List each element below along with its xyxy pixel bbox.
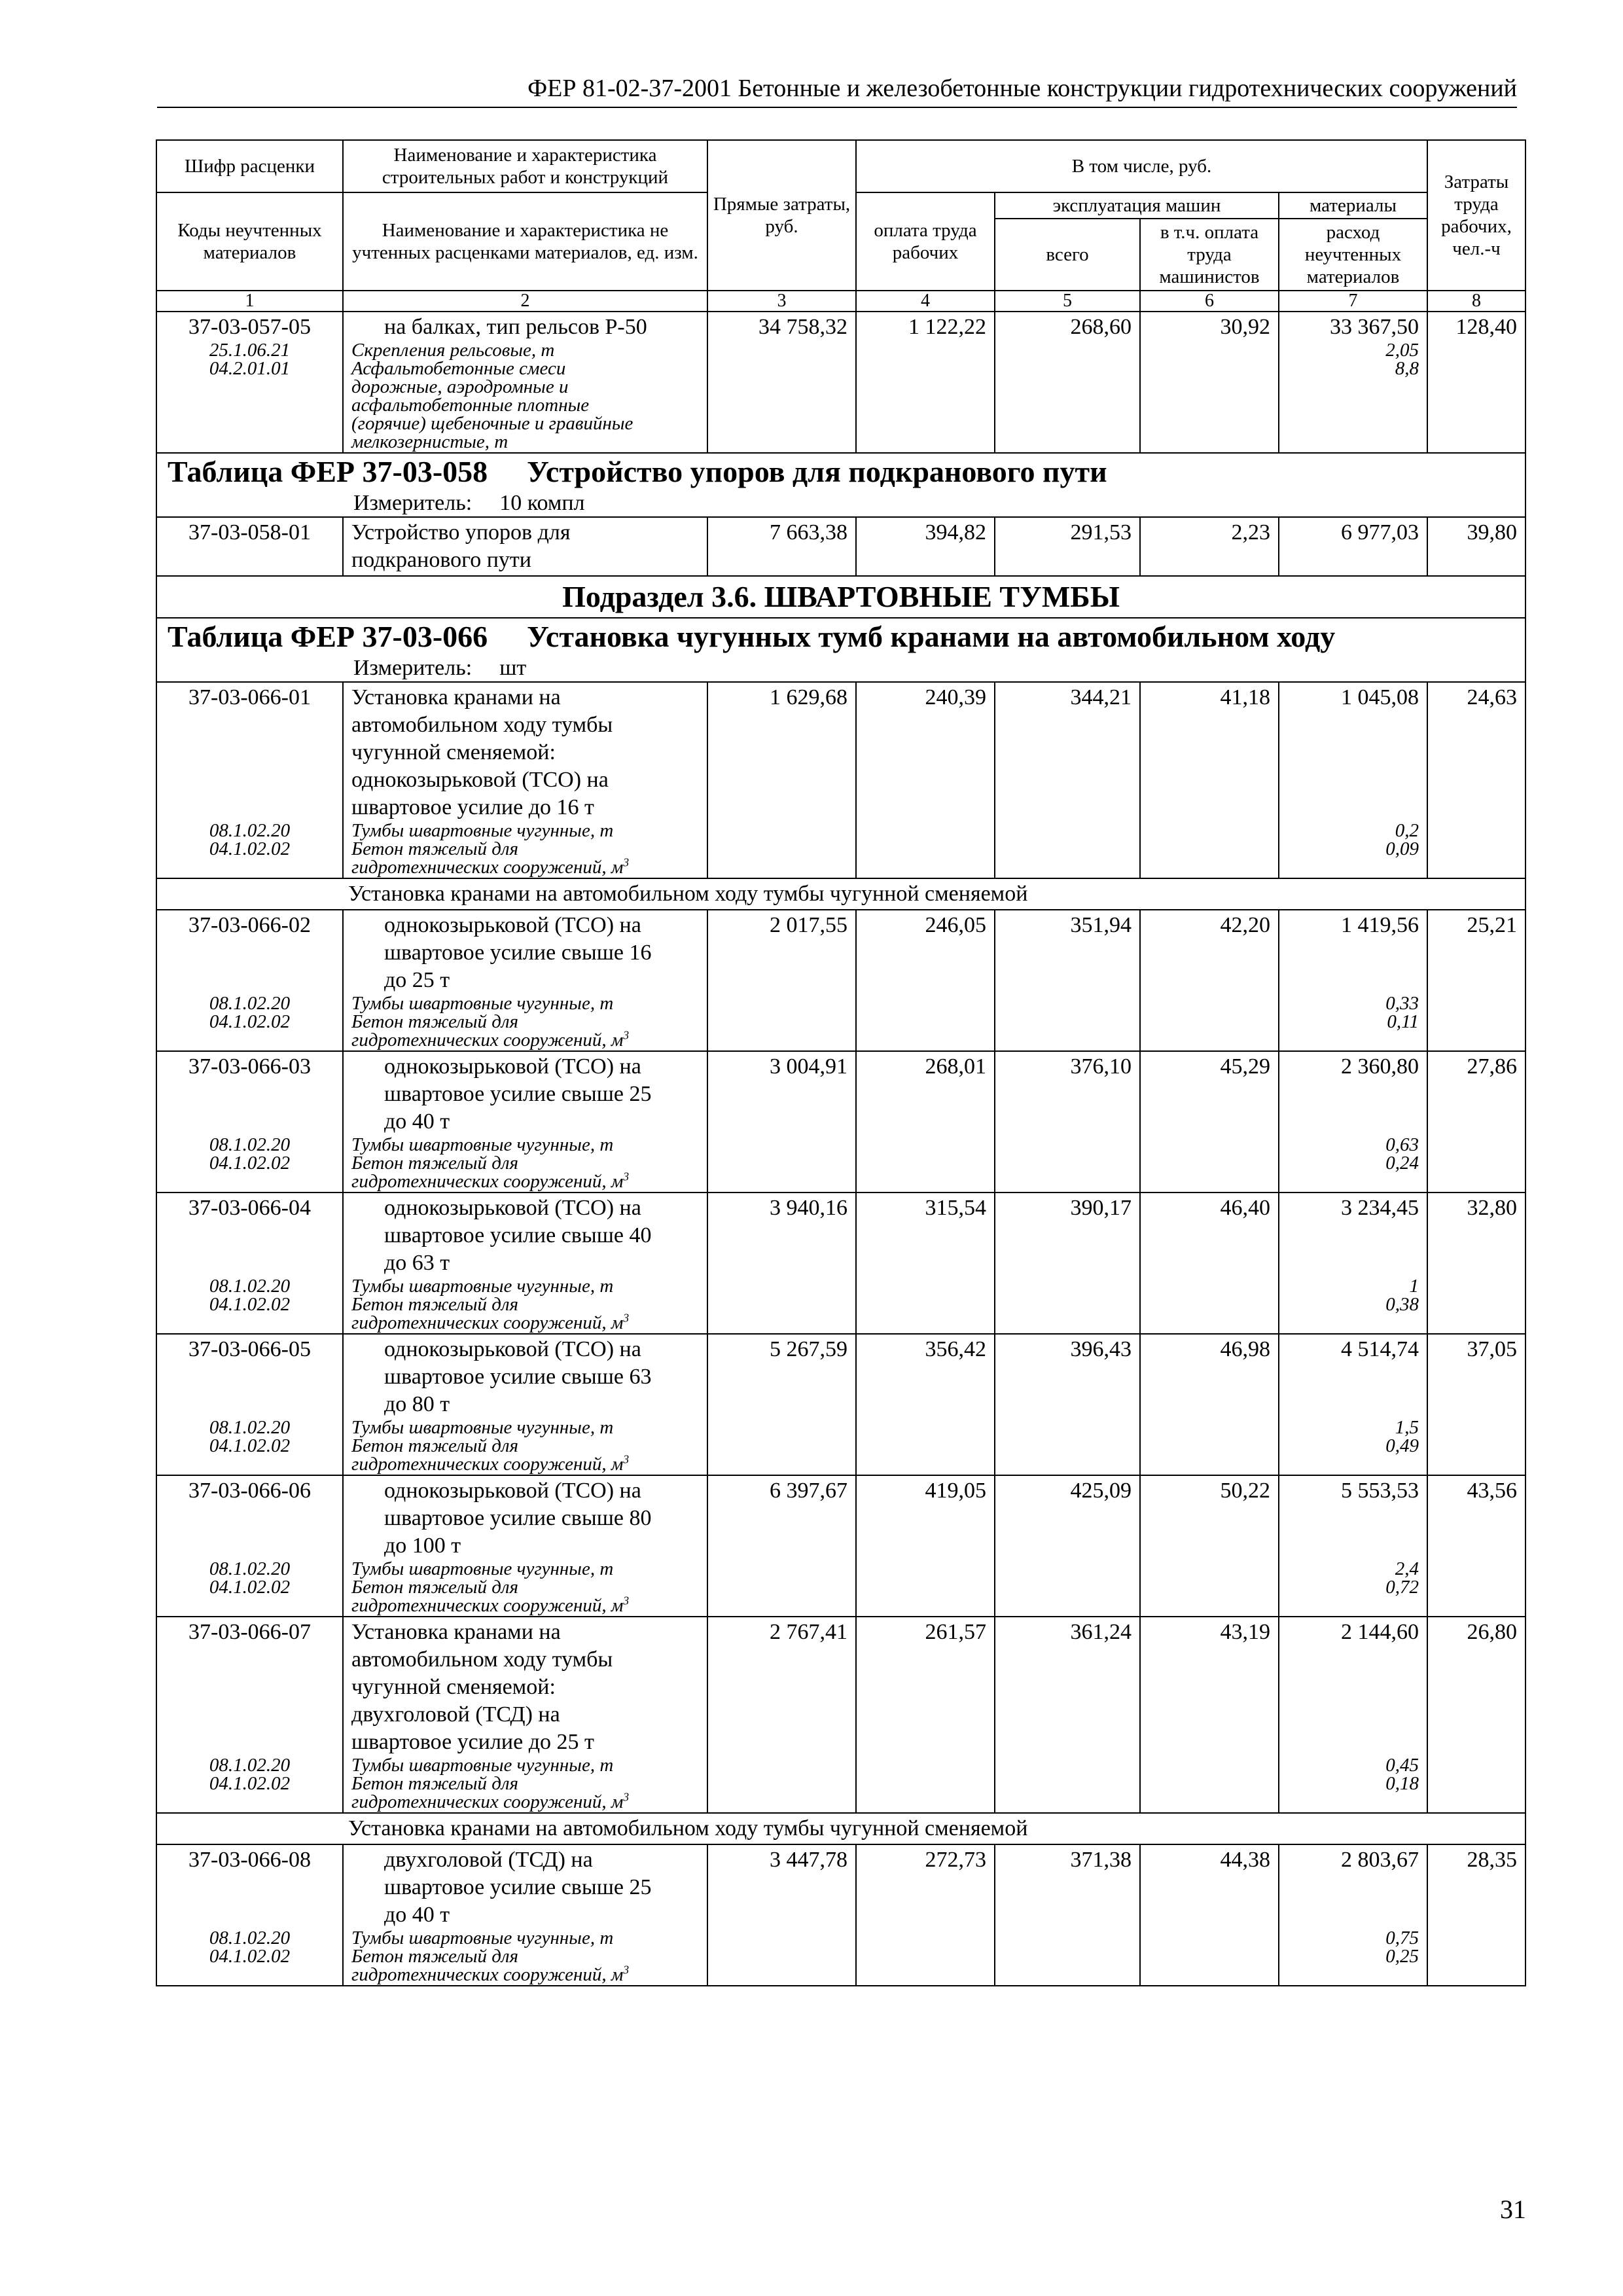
- materials-cost: 3 234,45: [1341, 1196, 1419, 1220]
- col7-header: расход неучтенных материалов: [1279, 219, 1427, 291]
- rate-name: автомобильном ходу тумбы: [351, 1647, 613, 1672]
- material-qty: 0,49: [1385, 1435, 1419, 1456]
- material-name-text: гидротехнических сооружений, м: [351, 1964, 624, 1985]
- material-name: Тумбы швартовные чугунные, т: [351, 1755, 614, 1776]
- material-name: [351, 1790, 699, 1812]
- table-row: [156, 1051, 1525, 1193]
- rate-name: швартовое усилие до 16 т: [351, 795, 594, 819]
- table-number: Таблица ФЕР 37-03-058: [168, 455, 488, 488]
- rate-name: швартовое усилие до 25 т: [351, 1730, 594, 1754]
- col-number: 5: [995, 291, 1140, 312]
- machinists-pay: 46,40: [1140, 1193, 1279, 1334]
- machines-total: 425,09: [995, 1475, 1140, 1617]
- material-code: 04.1.02.02: [209, 1294, 291, 1315]
- material-qty: 0,33: [1385, 993, 1419, 1014]
- table-row: [156, 1844, 1525, 1986]
- col2-header-bottom: Наименование и характеристика не учтенных расценками материалов, ед. изм.: [343, 192, 707, 291]
- unit-superscript: 3: [623, 1452, 630, 1466]
- material-qty: 2,4: [1395, 1558, 1419, 1579]
- material-name-text: гидротехнических сооружений, м: [351, 1454, 624, 1475]
- labor-hours: 128,40: [1427, 312, 1525, 453]
- subheading-row: [156, 1813, 1525, 1844]
- material-code: 08.1.02.20: [209, 1755, 291, 1776]
- material-name: Тумбы швартовные чугунные, т: [351, 1928, 614, 1948]
- materials-cost: 1 419,56: [1341, 913, 1419, 937]
- material-name: Тумбы швартовные чугунные, т: [351, 1417, 614, 1438]
- rate-name: швартовое усилие свыше 40: [384, 1223, 652, 1247]
- material-qty: 0,72: [1385, 1577, 1419, 1598]
- material-code: 04.1.02.02: [209, 1946, 291, 1967]
- material-code: 04.1.02.02: [209, 1773, 291, 1794]
- subheading: Установка кранами на автомобильном ходу тумбы чугунной сменяемой: [156, 878, 1525, 910]
- col3-header: Прямые затраты, руб.: [707, 140, 856, 291]
- machines-total: 268,60: [995, 312, 1140, 453]
- labor-pay: 246,05: [856, 910, 995, 1051]
- material-name: Тумбы швартовные чугунные, т: [351, 820, 614, 841]
- material-code: 04.1.02.02: [209, 838, 291, 859]
- materials-cost: 2 803,67: [1341, 1848, 1419, 1872]
- rate-code: 37-03-066-06: [188, 1479, 311, 1503]
- materials-cost: 2 360,80: [1341, 1054, 1419, 1079]
- labor-hours: 24,63: [1427, 682, 1525, 878]
- materials-cost: 33 367,50: [1330, 315, 1419, 339]
- col5-header: всего: [995, 219, 1140, 291]
- section-row: [156, 576, 1525, 618]
- rate-name: до 80 т: [384, 1392, 450, 1416]
- material-code: 08.1.02.20: [209, 820, 291, 841]
- machines-total: 371,38: [995, 1844, 1140, 1986]
- machinists-pay: 44,38: [1140, 1844, 1279, 1986]
- col-number: 6: [1140, 291, 1279, 312]
- direct-costs: 34 758,32: [707, 312, 856, 453]
- table-row: [156, 1334, 1525, 1475]
- column-numbers-row: [156, 291, 1525, 312]
- material-name: Бетон тяжелый для: [351, 1946, 519, 1967]
- rate-name: швартовое усилие свыше 63: [384, 1365, 652, 1389]
- page-number: 31: [1500, 2195, 1526, 2224]
- rate-name: швартовое усилие свыше 25: [384, 1082, 652, 1106]
- table-name: Установка чугунных тумб кранами на автомобильном ходу: [527, 620, 1336, 653]
- col-number: 1: [156, 291, 343, 312]
- machinists-pay: 50,22: [1140, 1475, 1279, 1617]
- col-number: 7: [1279, 291, 1427, 312]
- materials-cost: 4 514,74: [1341, 1337, 1419, 1361]
- machines-total: 390,17: [995, 1193, 1140, 1334]
- rate-code: 37-03-066-02: [188, 913, 311, 937]
- direct-costs: 7 663,38: [707, 517, 856, 576]
- rate-code: 37-03-066-04: [188, 1196, 311, 1220]
- machinists-pay: 43,19: [1140, 1617, 1279, 1813]
- col4-header: оплата труда рабочих: [856, 192, 995, 291]
- material-code: 08.1.02.20: [209, 1276, 291, 1297]
- direct-costs: 3 940,16: [707, 1193, 856, 1334]
- machinists-pay: 30,92: [1140, 312, 1279, 453]
- material-name-text: гидротехнических сооружений, м: [351, 857, 624, 878]
- material-name: [351, 855, 699, 878]
- rate-name: Установка кранами на: [351, 685, 561, 709]
- material-qty: 0,38: [1385, 1294, 1419, 1315]
- unit-superscript: 3: [623, 1170, 630, 1183]
- unit-superscript: 3: [623, 1963, 630, 1977]
- labor-pay: 272,73: [856, 1844, 995, 1986]
- running-header: ФЕР 81-02-37-2001 Бетонные и железобетонные конструкции гидротехнических сооружений: [527, 75, 1517, 102]
- rate-name: автомобильном ходу тумбы: [351, 713, 613, 737]
- material-code: 04.1.02.02: [209, 1435, 291, 1456]
- machines-total: 376,10: [995, 1051, 1140, 1193]
- material-name-text: гидротехнических сооружений, м: [351, 1171, 624, 1192]
- material-name: Тумбы швартовные чугунные, т: [351, 1276, 614, 1297]
- labor-pay: 315,54: [856, 1193, 995, 1334]
- col1-header-bottom: Коды неучтенных материалов: [156, 192, 343, 291]
- rate-name: однокозырьковой (ТСО) на: [384, 1196, 641, 1220]
- labor-hours: 27,86: [1427, 1051, 1525, 1193]
- rate-name: двухголовой (ТСД) на: [384, 1848, 593, 1872]
- material-code: 08.1.02.20: [209, 1417, 291, 1438]
- rate-code: 37-03-058-01: [156, 517, 343, 576]
- material-name: Тумбы швартовные чугунные, т: [351, 993, 614, 1014]
- material-qty: 0,18: [1385, 1773, 1419, 1794]
- table-name: Устройство упоров для подкранового пути: [527, 455, 1107, 488]
- rate-name: Устройство упоров для: [351, 520, 571, 545]
- materials-cost: 5 553,53: [1341, 1479, 1419, 1503]
- section-title: Подраздел 3.6. ШВАРТОВНЫЕ ТУМБЫ: [156, 576, 1525, 618]
- labor-pay: 419,05: [856, 1475, 995, 1617]
- rate-name: до 40 т: [384, 1903, 450, 1927]
- labor-pay: 268,01: [856, 1051, 995, 1193]
- machines-total: 351,94: [995, 910, 1140, 1051]
- rate-name: швартовое усилие свыше 16: [384, 941, 652, 965]
- included-header: В том числе, руб.: [856, 140, 1427, 192]
- labor-pay: 240,39: [856, 682, 995, 878]
- labor-hours: 25,21: [1427, 910, 1525, 1051]
- rate-name: однокозырьковой (ТСО) на: [384, 1054, 641, 1079]
- material-name: [351, 1311, 699, 1333]
- rate-name: подкранового пути: [351, 548, 531, 572]
- rate-name: до 25 т: [384, 968, 450, 992]
- rate-name: швартовое усилие свыше 25: [384, 1875, 652, 1899]
- rate-name: однокозырьковой (ТСО) на: [384, 1337, 641, 1361]
- rate-name: на балках, тип рельсов Р-50: [384, 315, 647, 339]
- measurer-label: Измеритель:: [353, 491, 473, 515]
- material-code: 08.1.02.20: [209, 993, 291, 1014]
- labor-hours: 37,05: [1427, 1334, 1525, 1475]
- material-name-text: гидротехнических сооружений, м: [351, 1030, 624, 1050]
- rate-code: 37-03-066-07: [188, 1620, 311, 1644]
- measurer: [162, 655, 1520, 681]
- materials-header: материалы: [1279, 192, 1427, 219]
- rate-name: чугунной сменяемой:: [351, 740, 556, 764]
- table-number: Таблица ФЕР 37-03-066: [168, 620, 488, 653]
- rate-name: Установка кранами на: [351, 1620, 561, 1644]
- materials-cost: 2 144,60: [1341, 1620, 1419, 1644]
- machines-total: 291,53: [995, 517, 1140, 576]
- unit-superscript: 3: [623, 1311, 630, 1325]
- material-name: Бетон тяжелый для: [351, 1435, 519, 1456]
- material-name: Бетон тяжелый для: [351, 1773, 519, 1794]
- material-name: Бетон тяжелый для: [351, 1294, 519, 1315]
- col-number: 3: [707, 291, 856, 312]
- rate-code: 37-03-066-01: [188, 685, 311, 709]
- material-name-text: гидротехнических сооружений, м: [351, 1312, 624, 1333]
- machines-total: 396,43: [995, 1334, 1140, 1475]
- direct-costs: 2 767,41: [707, 1617, 856, 1813]
- col2-header-top: Наименование и характеристика строительных работ и конструкций: [343, 140, 707, 192]
- unit-superscript: 3: [623, 1594, 630, 1607]
- material-name: [351, 1452, 699, 1475]
- table-row: [156, 682, 1525, 878]
- direct-costs: 3 447,78: [707, 1844, 856, 1986]
- material-name: [351, 1596, 699, 1615]
- material-qty: 2,05: [1385, 340, 1419, 361]
- material-name-text: гидротехнических сооружений, м: [351, 1595, 624, 1616]
- material-code: 08.1.02.20: [209, 1558, 291, 1579]
- material-name: мелкозернистые, т: [351, 431, 508, 452]
- table-row: [156, 1475, 1525, 1617]
- subheading-row: [156, 878, 1525, 910]
- material-name: дорожные, аэродромные и: [351, 376, 569, 397]
- material-qty: 0,75: [1385, 1928, 1419, 1948]
- material-qty: 0,2: [1395, 820, 1419, 841]
- rate-name: однокозырьковой (ТСО) на: [384, 913, 641, 937]
- machinists-pay: 2,23: [1140, 517, 1279, 576]
- material-name: (горячие) щебеночные и гравийные: [351, 413, 633, 434]
- material-qty: 0,09: [1385, 838, 1419, 859]
- material-code: 25.1.06.21: [209, 340, 291, 361]
- col1-header-top: Шифр расценки: [156, 140, 343, 192]
- rate-name: однокозырьковой (ТСО) на: [384, 1479, 641, 1503]
- material-qty: 0,63: [1385, 1134, 1419, 1155]
- header-row-1: [156, 140, 1525, 192]
- material-name: Асфальтобетонные смеси: [351, 358, 566, 379]
- col6-header: в т.ч. оплата труда машинистов: [1140, 219, 1279, 291]
- col-number: 2: [343, 291, 707, 312]
- labor-hours: 39,80: [1427, 517, 1525, 576]
- rate-name: однокозырьковой (ТСО) на: [351, 768, 609, 792]
- rate-name: до 100 т: [384, 1534, 461, 1558]
- materials-cost: 1 045,08: [1341, 685, 1419, 709]
- rate-name: до 63 т: [384, 1251, 450, 1275]
- material-name: [351, 1172, 699, 1191]
- rate-name: двухголовой (ТСД) на: [351, 1702, 560, 1727]
- labor-pay: 356,42: [856, 1334, 995, 1475]
- material-name: Тумбы швартовные чугунные, т: [351, 1134, 614, 1155]
- labor-pay: 394,82: [856, 517, 995, 576]
- material-qty: 0,45: [1385, 1755, 1419, 1776]
- material-qty: 1,5: [1395, 1417, 1419, 1438]
- price-table: [156, 139, 1526, 1986]
- materials-cost: 6 977,03: [1279, 517, 1427, 576]
- material-name: [351, 1028, 699, 1050]
- col-number: 8: [1427, 291, 1525, 312]
- rate-code: 37-03-066-05: [188, 1337, 311, 1361]
- rate-code: 37-03-066-08: [188, 1848, 311, 1872]
- measurer-value: шт: [499, 656, 527, 680]
- direct-costs: 6 397,67: [707, 1475, 856, 1617]
- header-rule: [157, 107, 1517, 108]
- material-name: Скрепления рельсовые, т: [351, 340, 555, 361]
- rate-name: чугунной сменяемой:: [351, 1675, 556, 1699]
- material-name: Бетон тяжелый для: [351, 1153, 519, 1174]
- material-code: 08.1.02.20: [209, 1134, 291, 1155]
- machines-total: 344,21: [995, 682, 1140, 878]
- table-row: [156, 1193, 1525, 1334]
- labor-pay: 261,57: [856, 1617, 995, 1813]
- direct-costs: 3 004,91: [707, 1051, 856, 1193]
- material-code: 04.2.01.01: [209, 358, 291, 379]
- machines-header: эксплуатация машин: [995, 192, 1279, 219]
- table-title: [162, 619, 1520, 655]
- subheading: Установка кранами на автомобильном ходу тумбы чугунной сменяемой: [156, 1813, 1525, 1844]
- table-row: [156, 517, 1525, 576]
- labor-pay: 1 122,22: [856, 312, 995, 453]
- table-row: [156, 910, 1525, 1051]
- material-code: 04.1.02.02: [209, 1577, 291, 1598]
- direct-costs: 1 629,68: [707, 682, 856, 878]
- measurer: [162, 490, 1520, 516]
- table-row: [156, 1617, 1525, 1813]
- material-qty: 0,25: [1385, 1946, 1419, 1967]
- material-code: 08.1.02.20: [209, 1928, 291, 1948]
- unit-superscript: 3: [623, 855, 630, 869]
- material-name: Бетон тяжелый для: [351, 1011, 519, 1032]
- material-qty: 1: [1409, 1276, 1419, 1297]
- labor-hours: 43,56: [1427, 1475, 1525, 1617]
- unit-superscript: 3: [623, 1028, 630, 1042]
- material-qty: 8,8: [1395, 358, 1419, 379]
- material-qty: 0,24: [1385, 1153, 1419, 1174]
- material-code: 04.1.02.02: [209, 1153, 291, 1174]
- table-row: [156, 312, 1525, 453]
- table-title-row: [156, 618, 1525, 682]
- machines-total: 361,24: [995, 1617, 1140, 1813]
- material-name: Бетон тяжелый для: [351, 838, 519, 859]
- machinists-pay: 45,29: [1140, 1051, 1279, 1193]
- machinists-pay: 46,98: [1140, 1334, 1279, 1475]
- material-name-text: гидротехнических сооружений, м: [351, 1791, 624, 1812]
- table-title-row: [156, 453, 1525, 517]
- labor-hours: 32,80: [1427, 1193, 1525, 1334]
- rate-code: 37-03-057-05: [188, 315, 311, 339]
- machinists-pay: 41,18: [1140, 682, 1279, 878]
- labor-hours: 26,80: [1427, 1617, 1525, 1813]
- rate-name: до 40 т: [384, 1109, 450, 1134]
- col8-header: Затраты труда рабочих, чел.-ч: [1427, 140, 1525, 291]
- material-code: 04.1.02.02: [209, 1011, 291, 1032]
- unit-superscript: 3: [623, 1790, 630, 1804]
- labor-hours: 28,35: [1427, 1844, 1525, 1986]
- material-name: [351, 1965, 699, 1984]
- rate-name: швартовое усилие свыше 80: [384, 1506, 652, 1530]
- material-name: Бетон тяжелый для: [351, 1577, 519, 1598]
- material-name: асфальтобетонные плотные: [351, 395, 590, 416]
- direct-costs: 5 267,59: [707, 1334, 856, 1475]
- measurer-label: Измеритель:: [353, 656, 473, 680]
- material-name: Тумбы швартовные чугунные, т: [351, 1558, 614, 1579]
- col-number: 4: [856, 291, 995, 312]
- machinists-pay: 42,20: [1140, 910, 1279, 1051]
- rate-code: 37-03-066-03: [188, 1054, 311, 1079]
- material-qty: 0,11: [1387, 1011, 1419, 1032]
- measurer-value: 10 компл: [499, 491, 585, 515]
- table-title: [162, 454, 1520, 490]
- direct-costs: 2 017,55: [707, 910, 856, 1051]
